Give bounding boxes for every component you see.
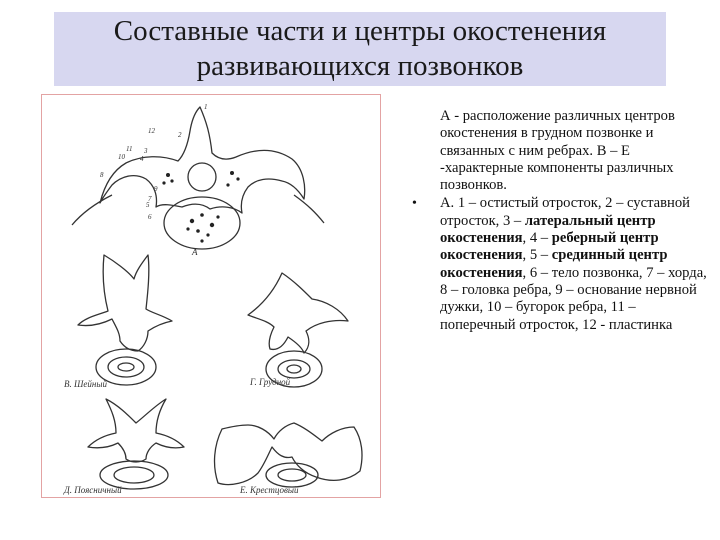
figure-number-4: 4: [140, 155, 144, 163]
title-line-2: развивающихся позвонков: [196, 50, 524, 82]
legend-text-2: , 4 –: [522, 230, 552, 247]
vertebra-b: [78, 255, 172, 385]
paragraph-legend: [412, 195, 708, 333]
legend-bold-median: срединный центр окостенения: [440, 247, 668, 281]
figure-number-3: 3: [144, 147, 148, 155]
figure-label-b: В. Шейный: [64, 379, 107, 389]
slide-body: [412, 108, 708, 334]
figure-number-11: 11: [126, 145, 133, 153]
vertebra-c: [248, 273, 348, 387]
figure-label-c: Г. Грудной: [250, 377, 291, 387]
figure-label-a: А: [192, 247, 198, 257]
figure-label-d: Д. Поясничный: [64, 485, 122, 495]
figure-label-e: Е. Крестцовый: [240, 485, 299, 495]
figure-number-6: 6: [148, 213, 152, 221]
paragraph-overview-text: А - расположение различных центров окостенения в грудном позвонке и связанных с ним ребрах. В – Е -характерные компоненты различных позвонков.: [440, 108, 675, 194]
vertebrae-figure: [41, 94, 381, 498]
figure-number-12: 12: [148, 127, 155, 135]
figure-number-1: 1: [204, 103, 208, 111]
figure-number-5: 5: [146, 201, 150, 209]
legend-text-4: , 6 – тело позвонка, 7 – хорда, 8 – головка ребра, 9 – основание нервной дужки, 10 – бугорок ребра, 11 – поперечный отросток, 12 - пластинка: [440, 264, 707, 333]
figure-number-7: 7: [148, 195, 152, 203]
vertebra-d: [88, 399, 184, 489]
figure-number-2: 2: [178, 131, 182, 139]
vertebra-a: [72, 107, 324, 249]
legend-bold-costal: реберный центр окостенения: [440, 230, 659, 264]
legend-bold-lateral: латеральный центр окостенения: [440, 212, 656, 247]
figure-number-10: 10: [118, 153, 125, 161]
figure-number-9: 9: [154, 185, 158, 193]
legend-text-1: А. 1 – остистый отросток, 2 – суставной отросток, 3 –: [440, 195, 690, 229]
figure-number-8: 8: [100, 171, 104, 179]
bullet-point: •: [412, 196, 417, 212]
legend-text-3: , 5 –: [522, 247, 552, 264]
vertebrae-drawing: [42, 95, 380, 497]
slide-title: [54, 12, 666, 86]
vertebra-e: [215, 423, 362, 487]
title-line-1: Составные части и центры окостенения: [113, 15, 607, 47]
paragraph-overview: [412, 108, 708, 194]
